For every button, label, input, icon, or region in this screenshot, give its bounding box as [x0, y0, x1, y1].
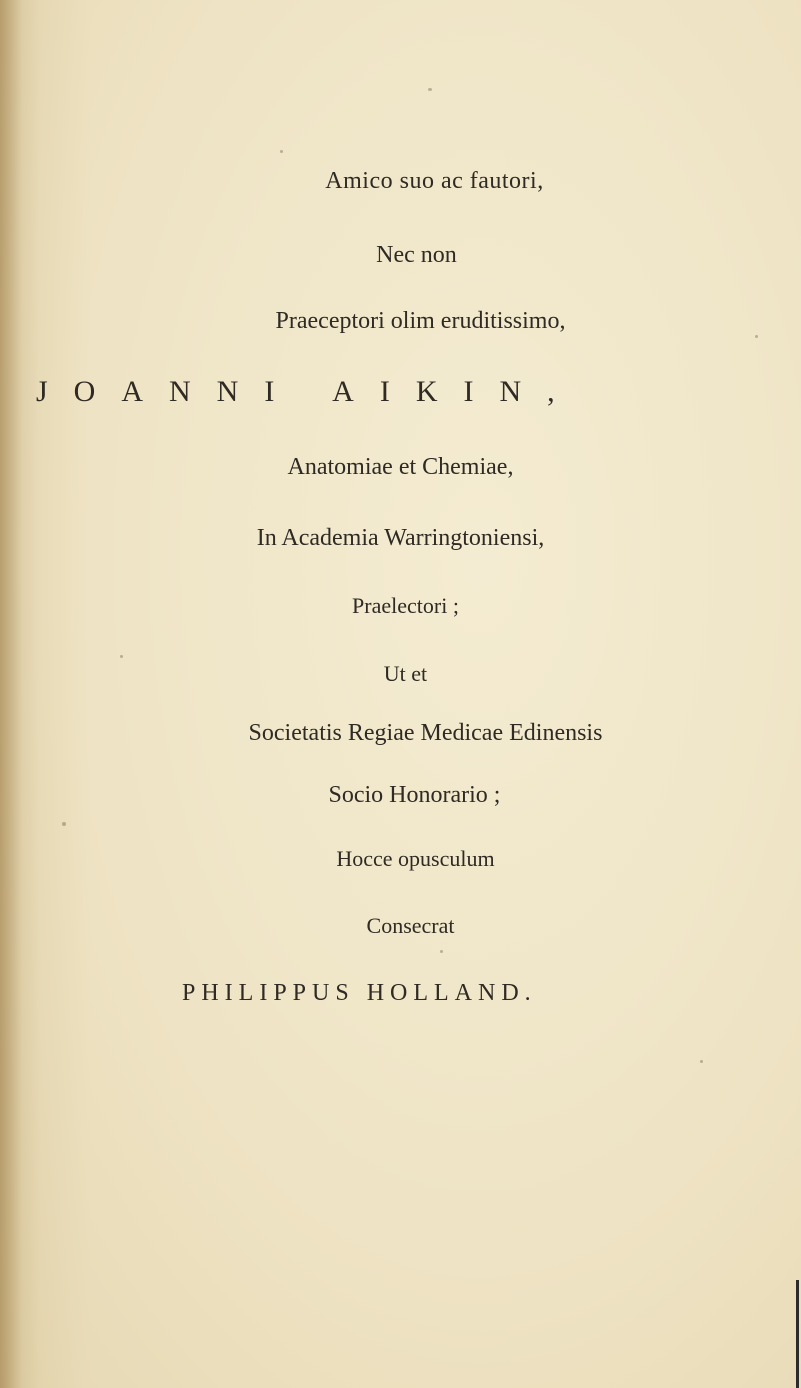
dedication-line-10: Socio Honorario ; [328, 782, 501, 808]
paper-speck [440, 950, 443, 953]
dedicatee-name: JOANNI AIKIN, [36, 375, 581, 408]
dedication-line-9: Societatis Regiae Medicae Edinensis [248, 720, 603, 746]
dedication-line-2: Nec non [376, 242, 457, 268]
dedication-line-8: Ut et [383, 661, 428, 686]
paper-speck [120, 655, 123, 658]
paper-speck [62, 822, 66, 826]
dedication-line-11: Hocce opusculum [336, 846, 495, 871]
dedication-line-6: In Academia Warringtoniensi, [256, 525, 545, 551]
paper-speck [280, 150, 283, 153]
dedication-line-5: Anatomiae et Chemiae, [287, 454, 514, 480]
dedication-line-1: Amico suo ac fautori, [325, 168, 544, 194]
dedication-line-3: Praeceptori olim eruditissimo, [275, 308, 566, 334]
paper-speck [428, 88, 432, 91]
paper-speck [700, 1060, 703, 1063]
edge-mark [796, 1280, 799, 1388]
dedication-line-7: Praelectori ; [352, 593, 459, 618]
binding-shadow [0, 0, 22, 1388]
dedication-line-12: Consecrat [366, 913, 455, 938]
author-signature: PHILIPPUS HOLLAND. [182, 980, 537, 1006]
paper-speck [755, 335, 758, 338]
